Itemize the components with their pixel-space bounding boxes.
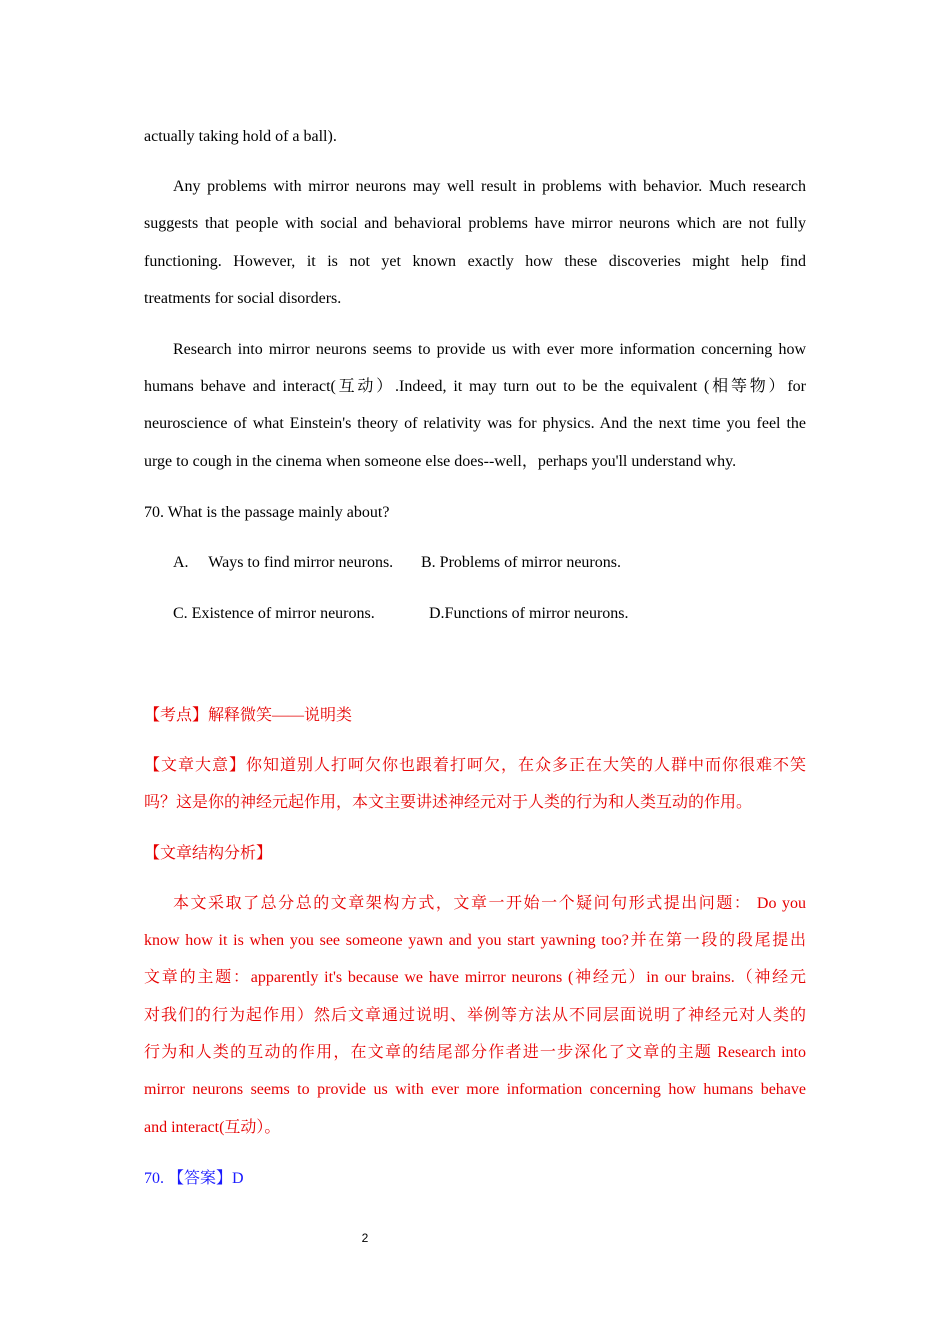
analysis-structure-line: 行为和人类的互动的作用，在文章的结尾部分作者进一步深化了文章的主题 Research into: [144, 1044, 806, 1061]
analysis-structure-line: 对我们的行为起作用）然后文章通过说明、举例等方法从不同层面说明了神经元对人类的: [144, 1007, 806, 1024]
paragraph-line: Research into mirror neurons seems to provide us with ever more information concerning how: [173, 341, 806, 358]
paragraph-line: Any problems with mirror neurons may well result in problems with behavior. Much research: [173, 178, 806, 195]
analysis-structure-line: know how it is when you see someone yawn and you start yawning too?并在第一段的段尾提出: [144, 932, 806, 949]
option-a: A. Ways to find mirror neurons.: [173, 554, 394, 571]
analysis-structure-line: and interact(互动）。: [144, 1119, 281, 1136]
answer-line: 70. 【答案】D: [144, 1170, 244, 1187]
paragraph-line: humans behave and interact(互动）.Indeed, it may turn out to be the equivalent (相等物）for: [144, 378, 806, 395]
paragraph-line: urge to cough in the cinema when someone else does--well，perhaps you'll understand why.: [144, 453, 737, 470]
analysis-structure-line: 本文采取了总分总的文章架构方式，文章一开始一个疑问句形式提出问题： Do you: [173, 895, 806, 912]
analysis-structure-title: 【文章结构分析】: [144, 845, 273, 862]
analysis-dayi-line: 吗？这是你的神经元起作用，本文主要讲述神经元对于人类的行为和人类互动的作用。: [144, 794, 753, 811]
analysis-kaodian: 【考点】解释微笑——说明类: [144, 707, 353, 724]
paragraph-line: suggests that people with social and behavioral problems have mirror neurons which are not fully: [144, 215, 806, 232]
question-stem: 70. What is the passage mainly about?: [144, 504, 390, 521]
option-c: C. Existence of mirror neurons.: [173, 605, 375, 622]
paragraph-line: neuroscience of what Einstein's theory of relativity was for physics. And the next time you feel the: [144, 415, 806, 432]
page-number: 2: [361, 1231, 369, 1245]
option-d: D.Functions of mirror neurons.: [429, 605, 629, 622]
paragraph-line: functioning. However, it is not yet known exactly how these discoveries might help find: [144, 253, 806, 270]
passage-continuation: actually taking hold of a ball).: [144, 128, 337, 145]
analysis-structure-line: mirror neurons seems to provide us with ever more information concerning how humans behave: [144, 1081, 806, 1098]
analysis-structure-line: 文章的主题：apparently it's because we have mirror neurons (神经元）in our brains.（神经元: [144, 969, 806, 986]
paragraph-line: treatments for social disorders.: [144, 290, 342, 307]
option-b: B. Problems of mirror neurons.: [421, 554, 621, 571]
analysis-dayi-line: 【文章大意】你知道别人打呵欠你也跟着打呵欠，在众多正在大笑的人群中而你很难不笑: [144, 757, 806, 774]
